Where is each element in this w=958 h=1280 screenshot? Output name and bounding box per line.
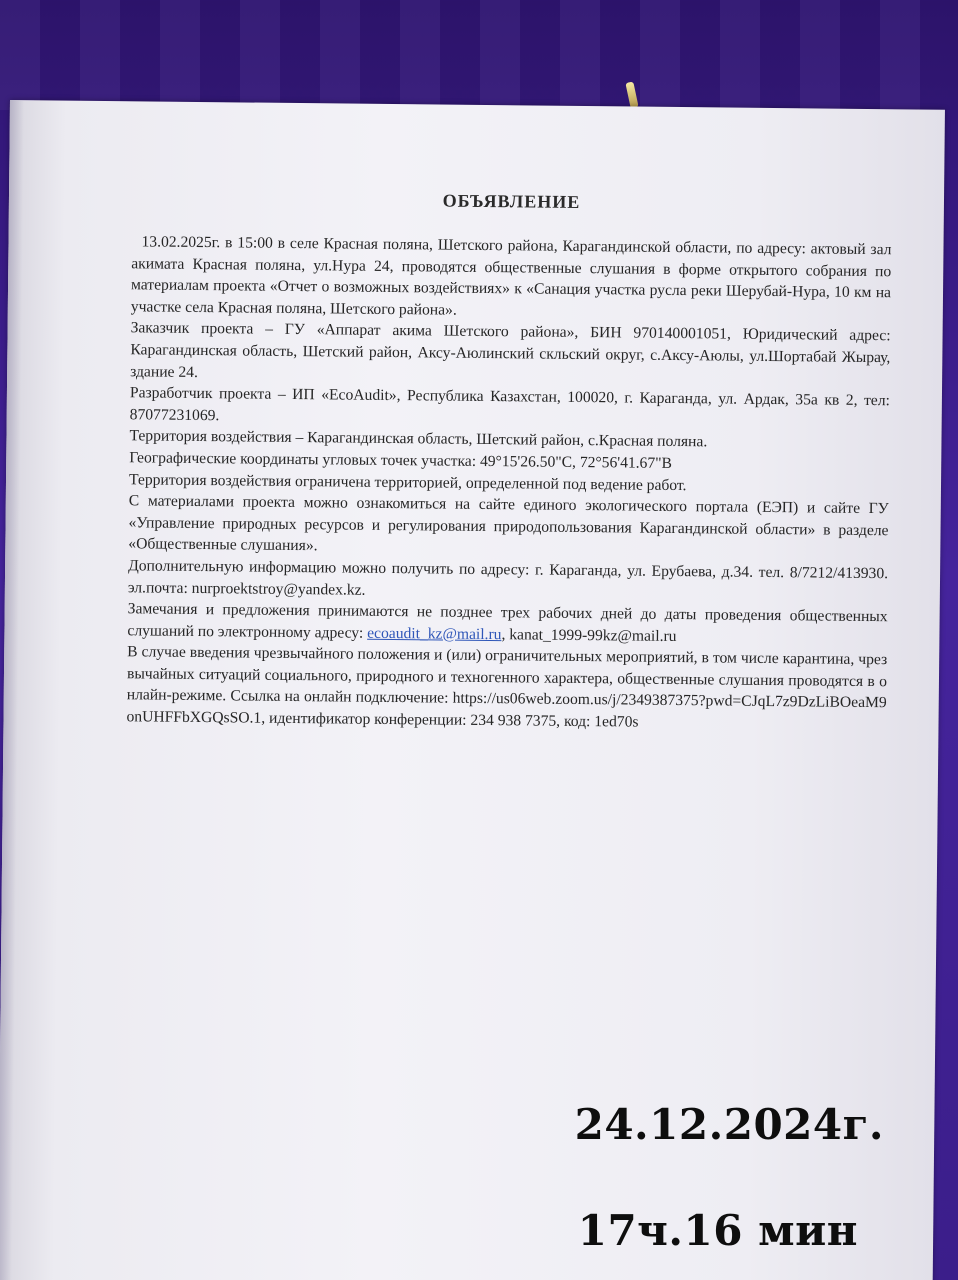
paragraph-territory: Территория воздействия – Карагандинская область, Шетский район, с.Красная поляна. bbox=[129, 427, 708, 451]
paragraph-coordinates: Географические координаты угловых точек участка: 49°15'26.50"С, 72°56'41.67"В bbox=[129, 449, 673, 472]
comments-text: Замечания и предложения принимаются не позднее трех рабочих дней до даты проведения общественных слушаний по электронному адресу: bbox=[127, 600, 888, 642]
notice-title: ОБЪЯВЛЕНИЕ bbox=[442, 190, 581, 212]
photo-time-stamp: 17ч.16 мин bbox=[577, 1206, 858, 1255]
sheet-shadow bbox=[0, 100, 24, 1280]
email-link[interactable]: ecoaudit_kz@mail.ru bbox=[367, 624, 502, 643]
paragraph-developer: Разработчик проекта – ИП «EcoAudit», Республика Казахстан, 100020, г. Караганда, ул. Ардак, 35а кв 2, тел: 87077231069. bbox=[129, 384, 890, 424]
notice-board bbox=[0, 0, 958, 110]
photo-date-stamp: 24.12.2024г. bbox=[574, 1100, 884, 1149]
paragraph-online: В случае введения чрезвычайного положения и (или) ограничительных мероприятий, в том числе карантина, чрезвычайных ситуаций социального, природного и техногенного характера, общественные слушания проводятся в онлайн-режиме. Ссылка на онлайн подключение: https://us06web.zoom.us/j/2349387375?pwd=CJqL7z9DzLiBOeaM9onUHFFbXGQsSO.1, идентификатор конференции: 234 938 7375, код: 1ed70s bbox=[126, 643, 888, 731]
paragraph-additional-info: Дополнительную информацию можно получить по адресу: г. Караганда, ул. Ерубаева, д.34. тел. 8/7212/413930. эл.почта: nurproektstroy@yandex.kz. bbox=[127, 557, 889, 599]
paragraph-customer: Заказчик проекта – ГУ «Аппарат акима Шетского района», БИН 970140001051, Юридический адрес: Карагандинская область, Шетский район, Аксу-Аюлинский скльский округ, с.Аксу-Аюлы, ул.Шортабай Жырау, здание 24. bbox=[130, 319, 891, 381]
notice-body bbox=[126, 231, 891, 736]
paragraph-hearing-details: 13.02.2025г. в 15:00 в селе Красная поляна, Шетского района, Карагандинской области, по адресу: актовый зал акимата Красная поляна, ул.Нура 24, проводятся общественные слушания в форме открытого собрания по материалам проекта «Отчет о возможных воздействиях» к «Санация участка русла реки Шерубай-Нура, 10 км на участке села Красная поляна, Шетского района». bbox=[130, 233, 892, 319]
paragraph-materials: С материалами проекта можно ознакомиться на сайте единого экологического портала (ЕЭП) и сайте ГУ «Управление природных ресурсов и регулирования природопользования Карагандинской области» в разделе «Общественные слушания». bbox=[128, 492, 889, 555]
paragraph-territory-limits: Территория воздействия ограничена территорией, определенной под ведение работ. bbox=[128, 470, 687, 494]
comments-tail: , kanat_1999-99kz@mail.ru bbox=[501, 625, 677, 645]
